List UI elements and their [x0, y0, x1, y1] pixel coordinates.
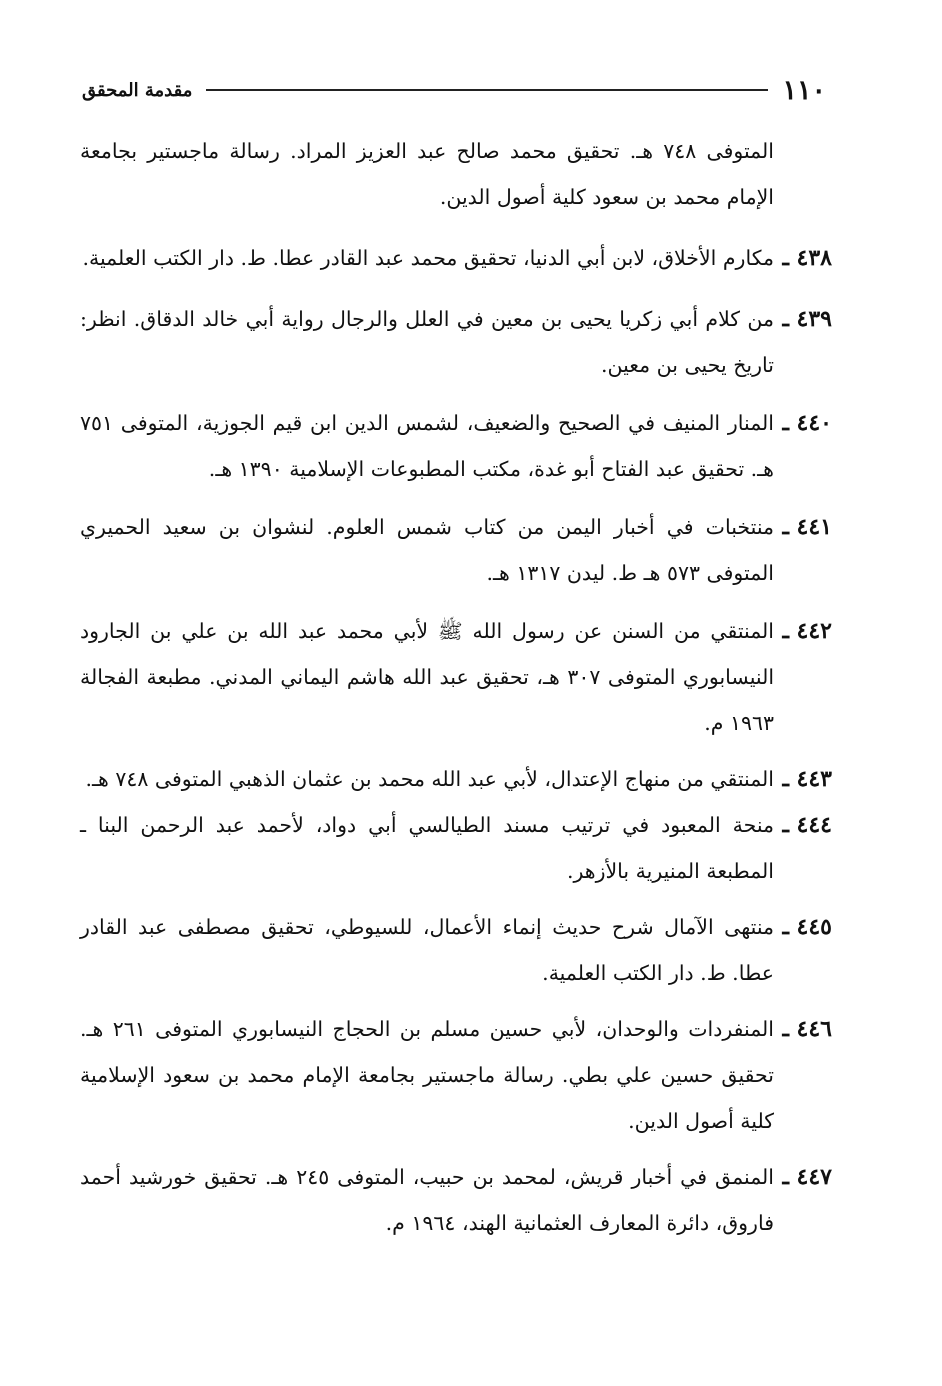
entry-number: ٤٤٣ ـ: [782, 766, 832, 792]
bibliography-entry: [80, 296, 832, 388]
entry-text: المنمق في أخبار قريش، لمحمد بن حبيب، المتوفى ٢٤٥ هـ. تحقيق خورشيد أحمد فاروق، دائرة المعارف العثمانية الهند، ١٩٦٤ م.: [80, 1165, 774, 1235]
page-header: [82, 72, 826, 108]
bibliography-entry: [80, 400, 832, 492]
entry-text: المتوفى ٧٤٨ هـ. تحقيق محمد صالح عبد العزيز المراد. رسالة ماجستير بجامعة الإمام محمد بن سعود كلية أصول الدين.: [80, 139, 774, 209]
entry-number: ٤٣٩ ـ: [782, 306, 832, 332]
entry-number: ٤٤٤ ـ: [782, 812, 832, 838]
bibliography-entry: [80, 235, 832, 281]
bibliography-entry: [80, 802, 832, 894]
entry-text: منحة المعبود في ترتيب مسند الطيالسي أبي دواد، لأحمد عبد الرحمن البنا ـ المطبعة المنيرية بالأزهر.: [80, 813, 774, 883]
entry-text: مكارم الأخلاق، لابن أبي الدنيا، تحقيق محمد عبد القادر عطا. ط. دار الكتب العلمية.: [82, 246, 774, 270]
page-number: ١١٠: [782, 74, 826, 106]
entry-text: المنتقي من السنن عن رسول الله ﷺ لأبي محمد عبد الله بن علي بن الجارود النيسابوري المتوفى ٣٠٧ هـ، تحقيق عبد الله هاشم اليماني المدني. مطبعة الفجالة ١٩٦٣ م.: [80, 619, 775, 735]
entry-number: ٤٤٧ ـ: [782, 1164, 832, 1190]
entry-text: المنتقي من منهاج الإعتدال، لأبي عبد الله محمد بن عثمان الذهبي المتوفى ٧٤٨ هـ.: [85, 767, 774, 791]
entry-text: المنفردات والوحدان، لأبي حسين مسلم بن الحجاج النيسابوري المتوفى ٢٦١ هـ. تحقيق حسين علي بطي. رسالة ماجستير بجامعة الإمام محمد بن سعود الإسلامية كلية أصول الدين.: [80, 1017, 774, 1133]
bibliography-entry: [80, 504, 832, 596]
entry-text: المنار المنيف في الصحيح والضعيف، لشمس الدين ابن قيم الجوزية، المتوفى ٧٥١ هـ. تحقيق عبد الفتاح أبو غدة، مكتب المطبوعات الإسلامية ١٣٩٠ هـ.: [80, 411, 774, 481]
bibliography-entry: [80, 608, 832, 746]
entry-text: منتهى الآمال شرح حديث إنماء الأعمال، للسيوطي، تحقيق مصطفى عبد القادر عطا. ط. دار الكتب العلمية.: [80, 915, 774, 985]
entry-number: ٤٤١ ـ: [782, 514, 832, 540]
entry-number: ٤٤٢ ـ: [782, 618, 832, 644]
bibliography-entry: [80, 1006, 832, 1144]
bibliography-list: [80, 128, 832, 1246]
entry-text: من كلام أبي زكريا يحيى بن معين في العلل والرجال رواية أبي خالد الدقاق. انظر: تاريخ يحيى بن معين.: [80, 307, 774, 377]
entry-number: ٤٤٥ ـ: [782, 914, 832, 940]
continuation-paragraph: [80, 128, 832, 220]
bibliography-entry: [80, 904, 832, 996]
header-rule: [206, 89, 768, 91]
running-title: مقدمة المحقق: [82, 79, 193, 101]
bibliography-entry: [80, 1154, 832, 1246]
entry-number: ٤٣٨ ـ: [782, 245, 832, 271]
entry-number: ٤٤٠ ـ: [782, 410, 832, 436]
bibliography-entry: [80, 756, 832, 802]
entry-number: ٤٤٦ ـ: [782, 1016, 832, 1042]
entry-text: منتخبات في أخبار اليمن من كتاب شمس العلوم. لنشوان بن سعيد الحميري المتوفى ٥٧٣ هـ ط. ليدن ١٣١٧ هـ.: [80, 515, 774, 585]
